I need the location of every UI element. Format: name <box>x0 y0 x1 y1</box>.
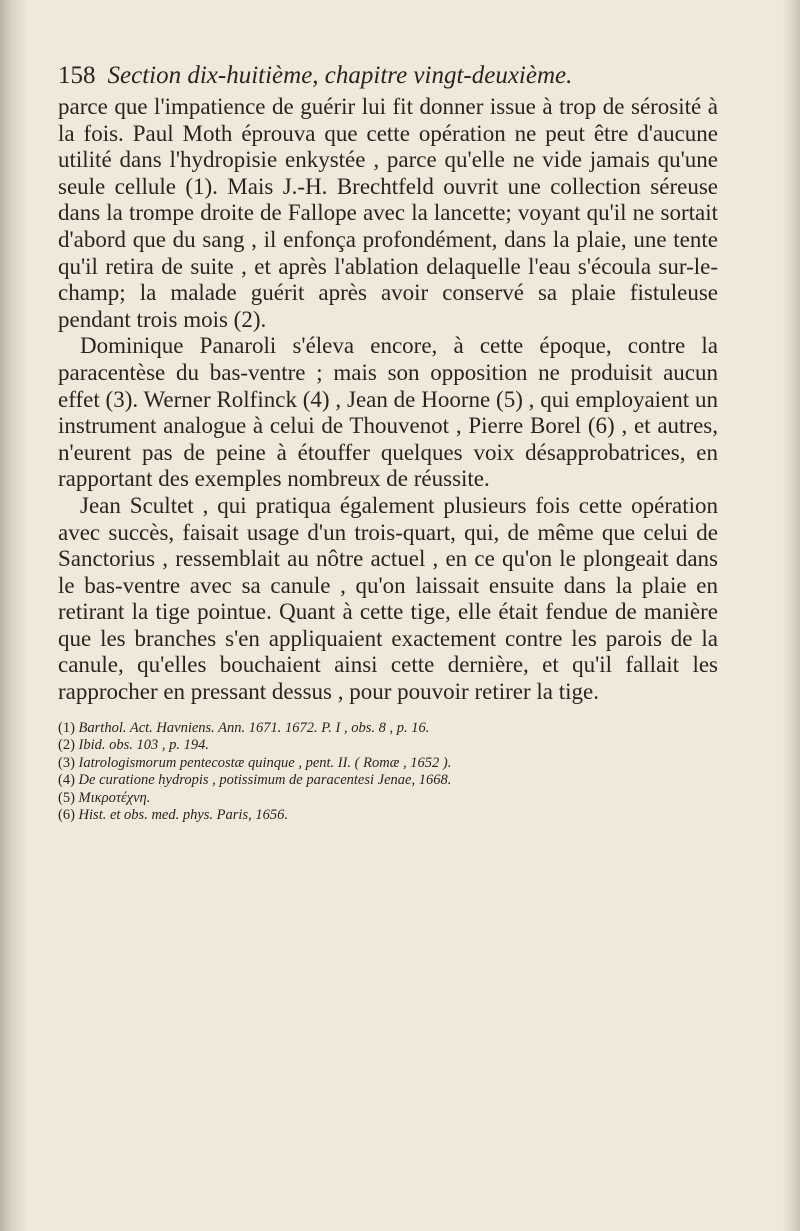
running-title: Section dix-huitième, chapitre vingt-deuxième. <box>107 62 573 89</box>
paragraph-1: parce que l'impatience de guérir lui fit donner issue à trop de sérosité à la fois. Paul Moth éprouva que cette opération ne peut être d'aucune utilité dans l'hydropisie enkystée , parce qu'elle ne vide jamais qu'une seule cellule (1). Mais J.-H. Brechtfeld ouvrit une collection séreuse dans la trompe droite de Fallope avec la lancette; voyant qu'il ne sortait d'abord que du sang , il enfonça profondément, dans la plaie, une tente qu'il retira de suite , et après l'ablation delaquelle l'eau s'écoula sur-le-champ; la malade guérit après avoir conservé sa plaie fistuleuse pendant trois mois (2). <box>58 94 718 332</box>
footnote-text: De curatione hydropis , potissimum de paracentesi Jenae, 1668. <box>78 772 452 789</box>
footnote-6 <box>58 807 718 825</box>
footnote-text: Μικροτέχνη. <box>78 789 151 806</box>
paragraph-3: Jean Scultet , qui pratiqua également plusieurs fois cette opération avec succès, faisait usage d'un trois-quart, qui, de même que celui de Sanctorius , ressemblait au nôtre actuel , en ce qu'on le plongeait dans le bas-ventre avec sa canule , qu'on laissait ensuite dans la plaie en retirant la tige pointue. Quant à cette tige, elle était fendue de manière que les branches s'en appliquaient exactement contre les parois de la canule, qu'elles bouchaient ainsi cette dernière, et qu'il fallait les rapprocher en pressant dessus , pour pouvoir retirer la tige. <box>58 492 718 705</box>
footnote-number: (1) <box>58 719 75 736</box>
paragraph-2: Dominique Panaroli s'éleva encore, à cette époque, contre la paracentèse du bas-ventre ; mais son opposition ne produisit aucun effet (3). Werner Rolfinck (4) , Jean de Hoorne (5) , qui employaient un instrument analogue à celui de Thouvenot , Pierre Borel (6) , et autres, n'eurent pas de peine à étouffer quelques voix désapprobatrices, en rapportant des exemples nombreux de réussite. <box>58 333 718 492</box>
footnote-text: Iatrologismorum pentecostæ quinque , pent. II. ( Romæ , 1652 ). <box>78 754 452 771</box>
footnote-number: (5) <box>58 789 75 806</box>
book-binding-left <box>0 0 26 1231</box>
page-number: 158 <box>58 62 96 89</box>
footnote-3 <box>58 755 718 773</box>
book-page <box>58 62 718 825</box>
footnote-2 <box>58 737 718 755</box>
footnotes <box>58 720 718 825</box>
footnote-number: (3) <box>58 754 75 771</box>
footnote-text: Ibid. obs. 103 , p. 194. <box>78 737 210 754</box>
running-head <box>58 62 718 90</box>
footnote-5 <box>58 790 718 808</box>
book-edge-right <box>782 0 800 1231</box>
footnote-text: Hist. et obs. med. phys. Paris, 1656. <box>78 807 288 824</box>
footnote-number: (2) <box>58 737 75 754</box>
footnote-number: (4) <box>58 772 75 789</box>
footnote-4 <box>58 772 718 790</box>
footnote-number: (6) <box>58 807 75 824</box>
body-text <box>58 94 718 706</box>
footnote-text: Barthol. Act. Havniens. Ann. 1671. 1672. P. I , obs. 8 , p. 16. <box>78 719 430 736</box>
footnote-1 <box>58 720 718 738</box>
